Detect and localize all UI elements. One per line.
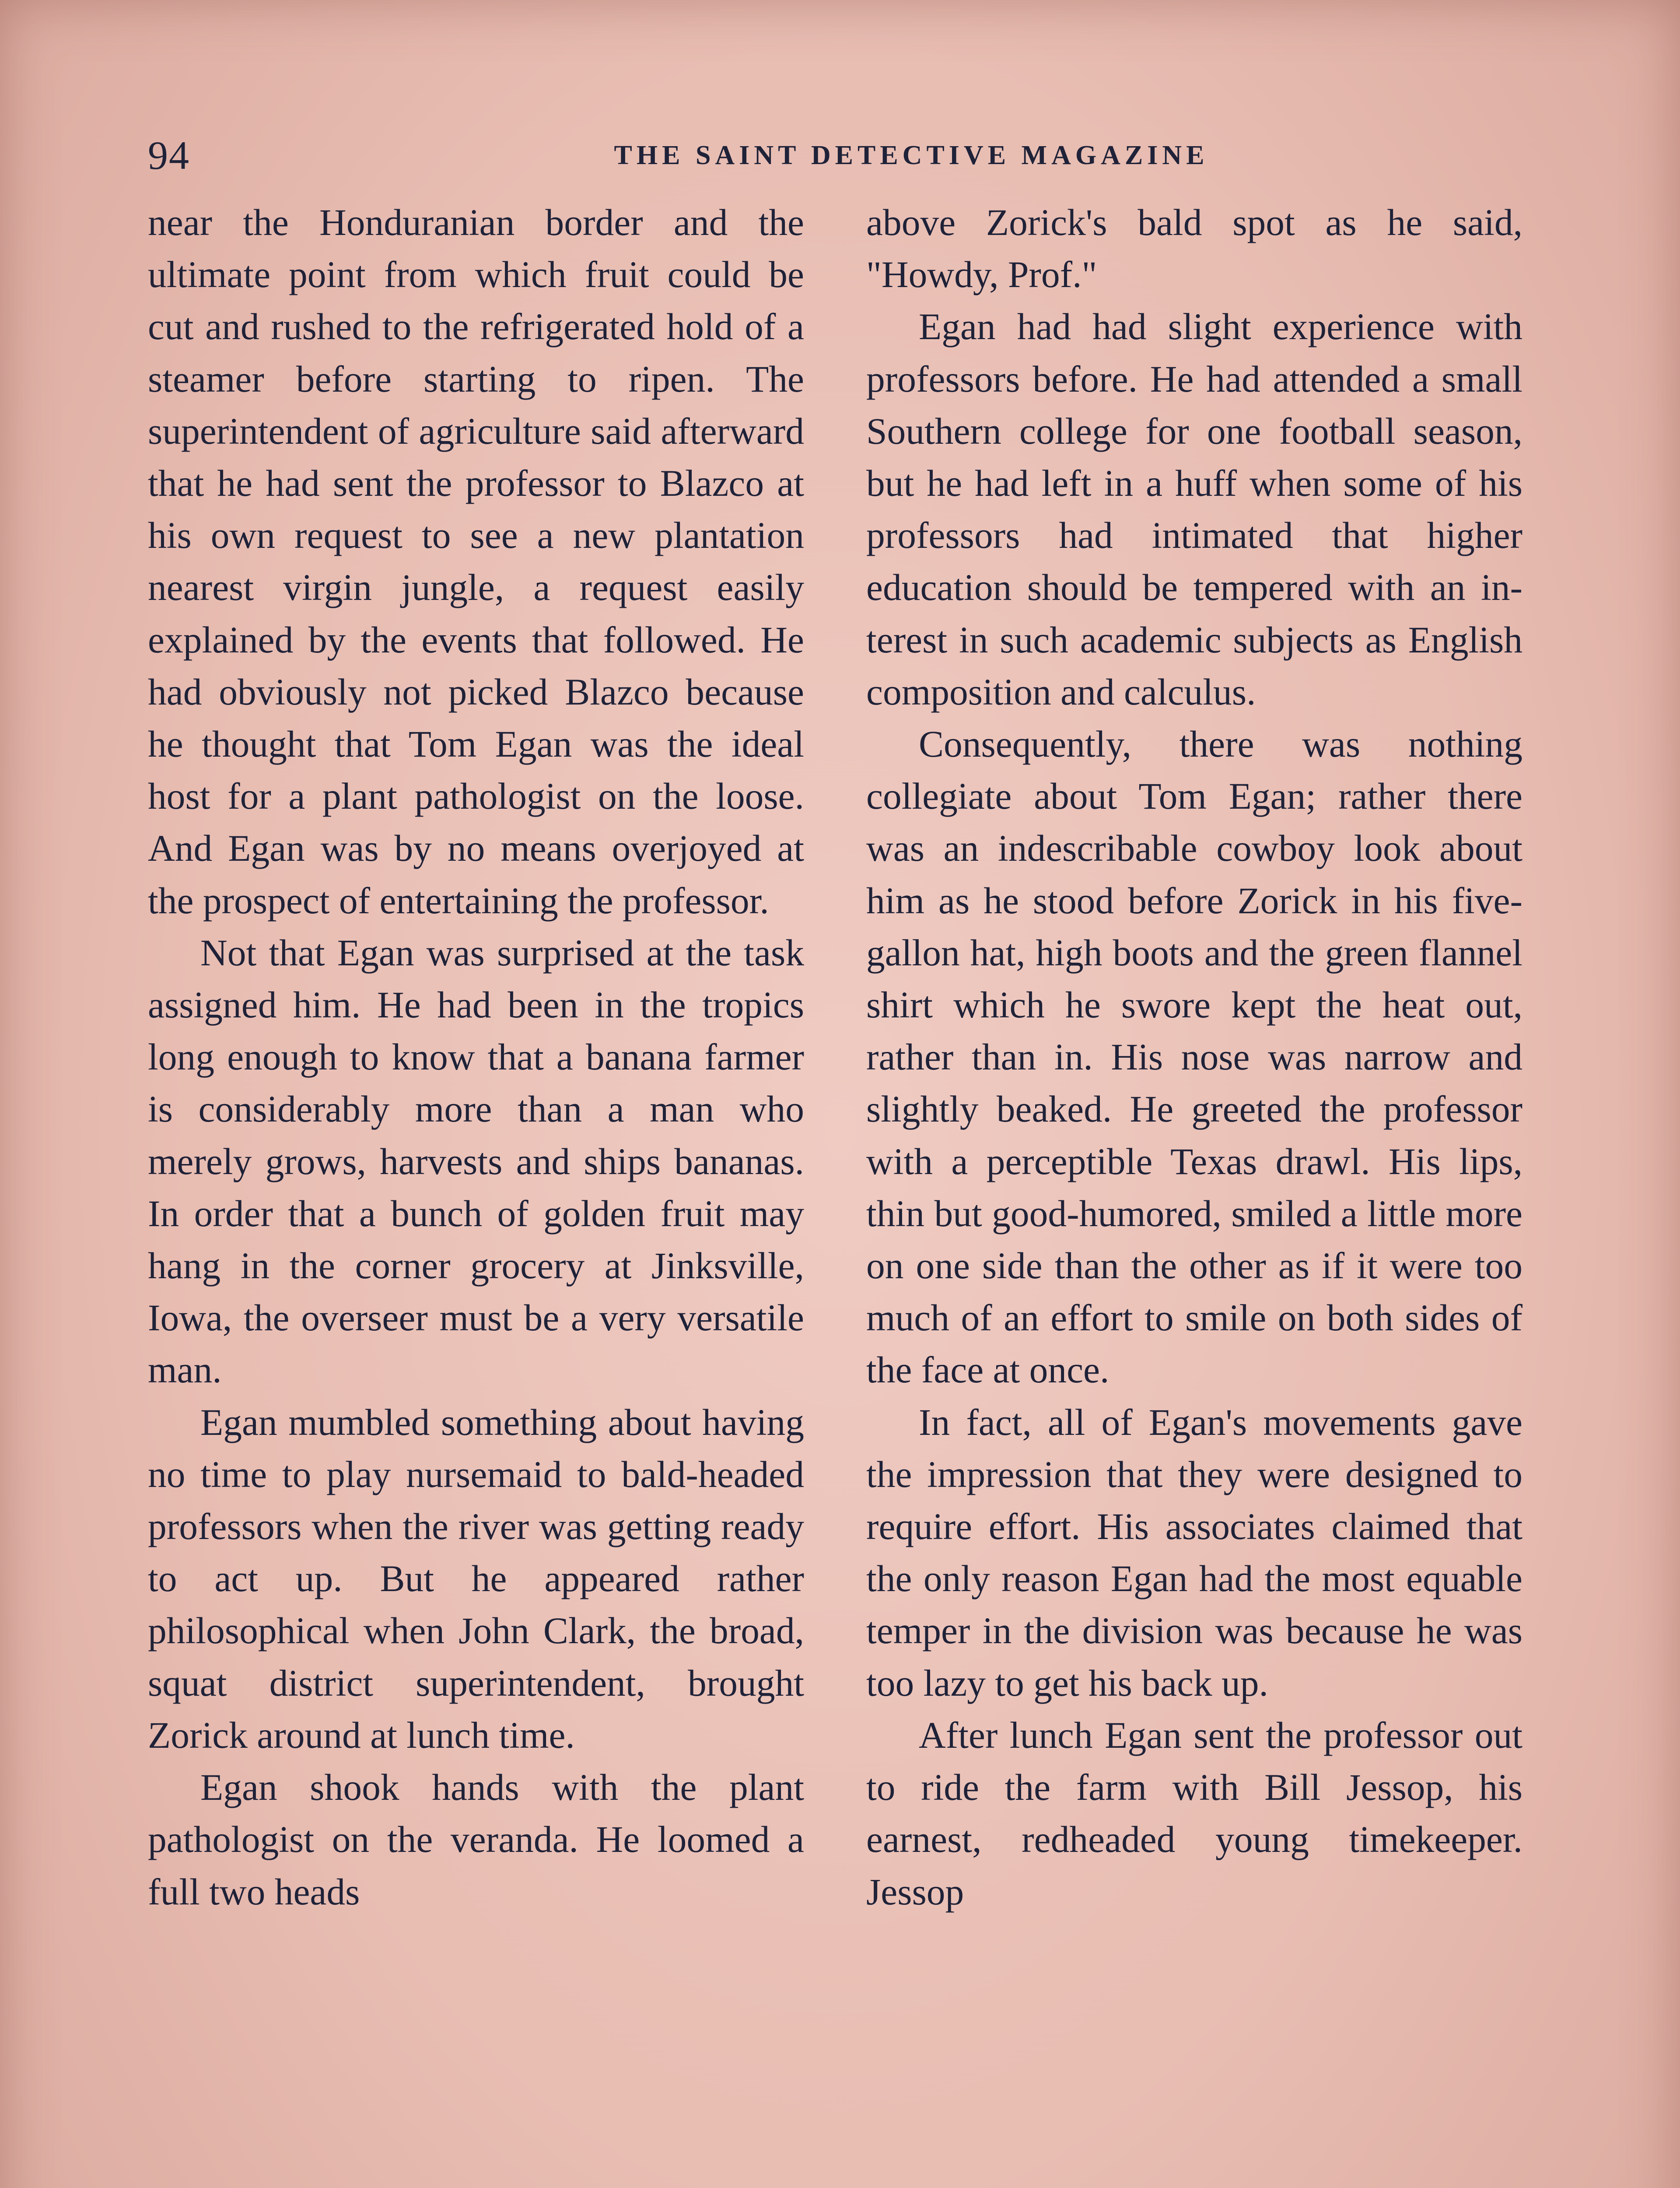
page-header: [148, 127, 1531, 184]
paragraph: Egan shook hands with the plant pathologist on the veranda. He loomed a full two heads: [148, 1767, 804, 1913]
paragraph: Not that Egan was surprised at the task assigned him. He had been in the tropics long enough to know that a banana farmer is considerably more than a man who merely grows, harvests and ships bananas. In order that a bunch of golden fruit may hang in the corner grocery at Jinksville, Iowa, the overseer must be a very versatile man.: [148, 932, 804, 1391]
paragraph: After lunch Egan sent the professor out to ride the farm with Bill Jessop, his earnest, redheaded young timekeeper. Jessop: [866, 1715, 1522, 1913]
paragraph: Consequently, there was nothing collegiate about Tom Egan; rather there was an indescribable cowboy look about him as he stood before Zorick in his fivegallon hat, high boots and the green flannel shirt which he swore kept the heat out, rather than in. His nose was narrow and slightly beaked. He greeted the professor with a perceptible Texas drawl. His lips, thin but good-humored, smiled a little more on one side than the other as if it were too much of an effort to smile on both sides of the face at once.: [866, 724, 1522, 1391]
right-column: [866, 197, 1522, 1918]
paragraph: Egan had had slight experience with professors before. He had attended a small Southern college for one football season, but he had left in a huff when some of his professors had intimated that higher education should be tempered with an interest in such academic subjects as English composition and calculus.: [866, 306, 1522, 713]
left-column: [148, 197, 804, 1918]
paragraph: near the Honduranian border and the ultimate point from which fruit could be cut and rushed to the refrigerated hold of a steamer before starting to ripen. The superintendent of agriculture said afterward that he had sent the professor to Blazco at his own request to see a new plantation nearest virgin jungle, a request easily explained by the events that followed. He had obviously not picked Blazco because he thought that Tom Egan was the ideal host for a plant pathologist on the loose. And Egan was by no means overjoyed at the prospect of entertaining the professor.: [148, 202, 804, 922]
paragraph: In fact, all of Egan's movements gave the impression that they were designed to require effort. His associates claimed that the only reason Egan had the most equable temper in the division was because he was too lazy to get his back up.: [866, 1402, 1522, 1704]
running-head: THE SAINT DETECTIVE MAGAZINE: [614, 140, 1209, 170]
paragraph: above Zorick's bald spot as he said, "Howdy, Prof.": [866, 202, 1522, 296]
paragraph: Egan mumbled something about having no time to play nursemaid to bald-headed professors when the river was getting ready to act up. But he appeared rather philosophical when John Clark, the broad, squat district superintendent, brought Zorick around at lunch time.: [148, 1402, 804, 1756]
page-number: 94: [148, 133, 190, 178]
